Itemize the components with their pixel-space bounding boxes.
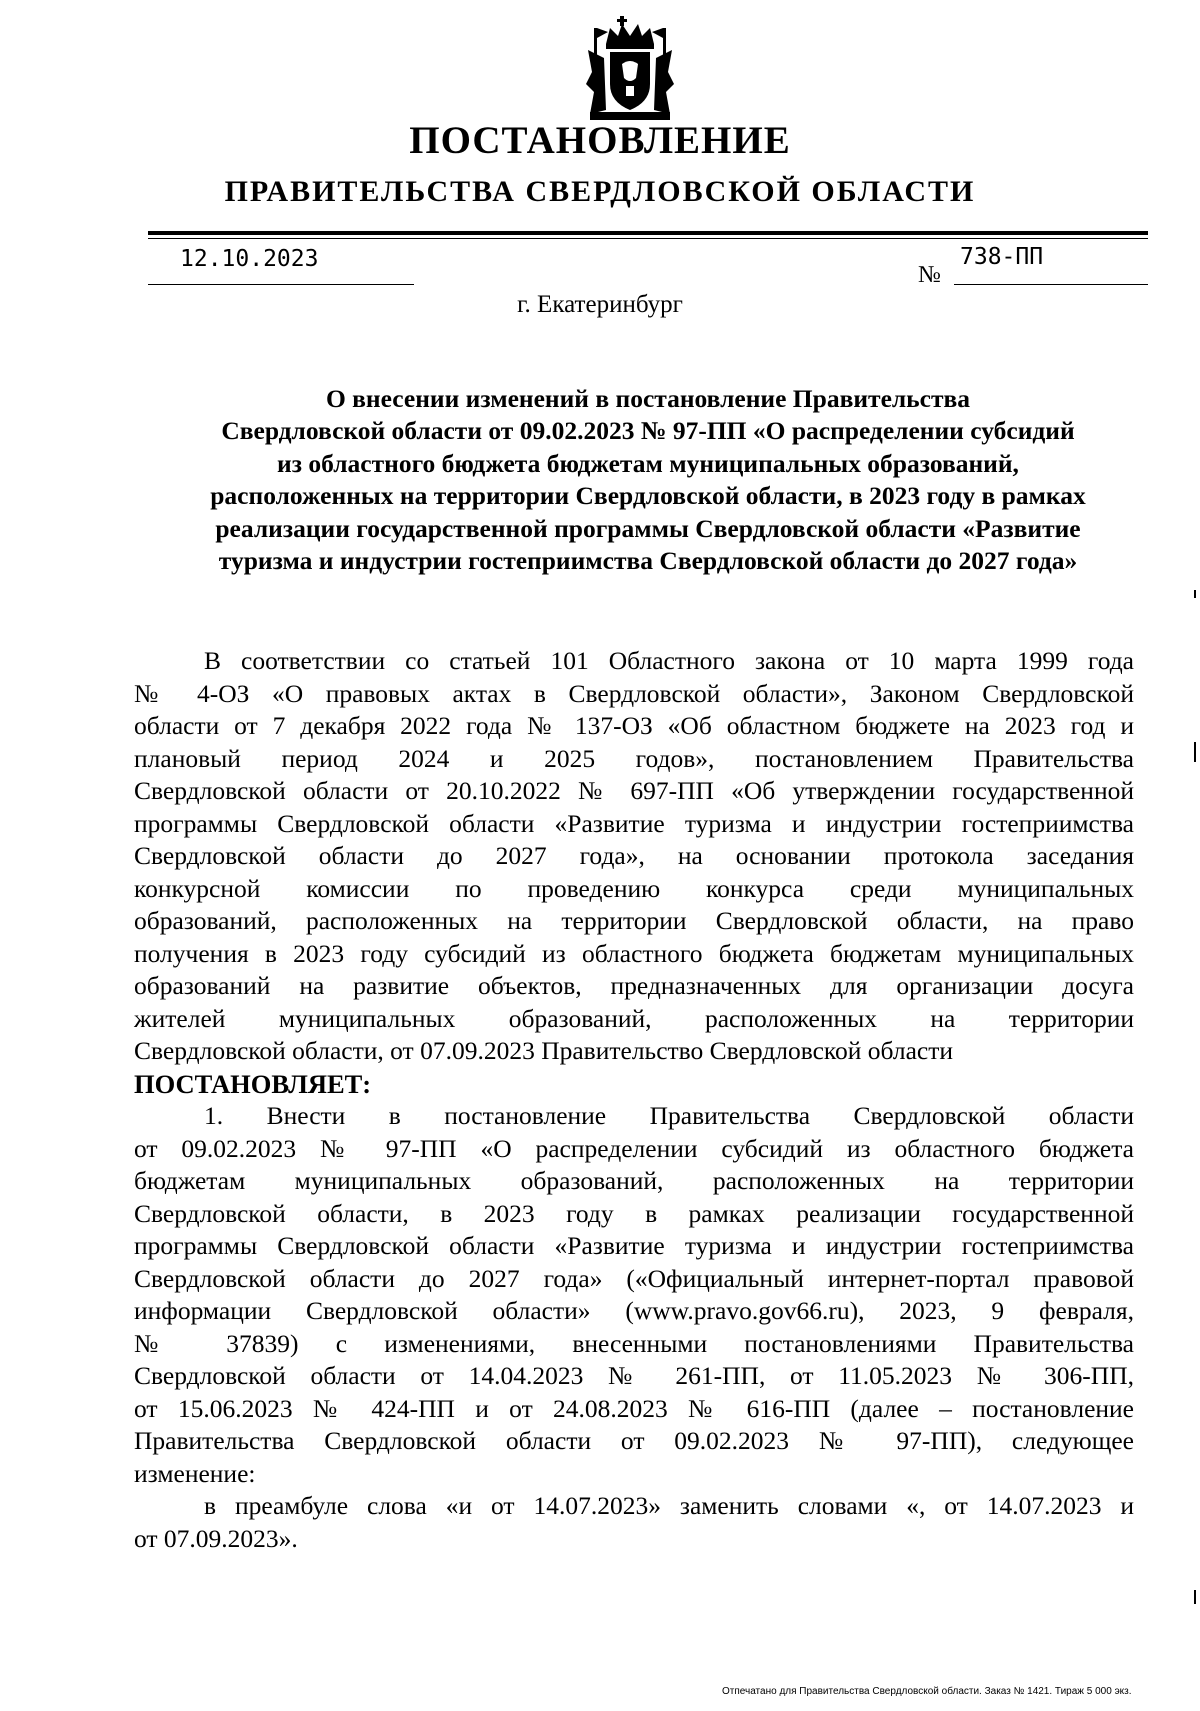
- document-date: 12.10.2023: [180, 246, 319, 272]
- heading-line: расположенных на территории Свердловской области, в 2023 году в рамках: [210, 481, 1086, 511]
- document-number: 738-ПП: [960, 244, 1044, 270]
- body-line: Свердловской области от 20.10.2022 № 697-ПП «Об утверждении государственной: [134, 776, 1134, 805]
- body-line: Свердловской области, от 07.09.2023 Правительство Свердловской области: [134, 1036, 954, 1065]
- city: г. Екатеринбург: [517, 291, 683, 318]
- coat-of-arms-icon: [582, 14, 678, 124]
- body-line: информации Свердловской области» (www.pravo.gov66.ru), 2023, 9 февраля,: [134, 1296, 1134, 1325]
- body-line: получения в 2023 году субсидий из областного бюджета бюджетам муниципальных: [134, 938, 1134, 968]
- scan-margin-mark: [1194, 742, 1196, 762]
- body-line: Свердловской области от 14.04.2023 № 261-ПП, от 11.05.2023 № 306-ПП,: [134, 1361, 1134, 1390]
- body-line: области от 7 декабря 2022 года № 137-ОЗ «Об областном бюджете на 2023 год и: [134, 711, 1134, 740]
- body-line: от 15.06.2023 № 424-ПП и от 24.08.2023 № 616-ПП (далее – постановление: [134, 1393, 1134, 1423]
- body-line: образований, расположенных на территории Свердловской области, на право: [134, 906, 1134, 935]
- scan-margin-mark: [1194, 1590, 1196, 1604]
- document-heading: [148, 383, 1148, 577]
- resolves-keyword: ПОСТАНОВЛЯЕТ:: [134, 1068, 372, 1099]
- body-line: № 4-ОЗ «О правовых актах в Свердловской области», Законом Свердловской: [134, 678, 1134, 708]
- body-line: от 09.02.2023 № 97-ПП «О распределении субсидий из областного бюджета: [134, 1133, 1134, 1163]
- document-body: [134, 645, 1134, 1555]
- header-divider-thin: [148, 238, 1148, 239]
- heading-line: туризма и индустрии гостеприимства Свердловской области до 2027 года»: [218, 546, 1078, 576]
- scan-margin-mark: [1194, 590, 1196, 598]
- heading-line: Свердловской области от 09.02.2023 № 97-ПП «О распределении субсидий: [221, 416, 1075, 446]
- body-line: изменение:: [134, 1458, 256, 1488]
- body-line: 1. Внести в постановление Правительства Свердловской области: [204, 1101, 1134, 1130]
- body-line: от 07.09.2023».: [134, 1523, 298, 1553]
- heading-line: О внесении изменений в постановление Правительства: [325, 384, 971, 413]
- heading-line: реализации государственной программы Свердловской области «Развитие: [215, 513, 1081, 543]
- body-line: плановый период 2024 и 2025 годов», постановлением Правительства: [134, 743, 1134, 773]
- body-line: программы Свердловской области «Развитие туризма и индустрии гостеприимства: [134, 808, 1134, 838]
- header-divider: [148, 231, 1148, 235]
- heading-line: из областного бюджета бюджетам муниципальных образований,: [277, 448, 1019, 478]
- body-line: жителей муниципальных образований, расположенных на территории: [134, 1003, 1134, 1033]
- body-line: бюджетам муниципальных образований, расположенных на территории: [134, 1166, 1134, 1195]
- body-line: конкурсной комиссии по проведению конкурса среди муниципальных: [134, 873, 1134, 903]
- body-line: В соответствии со статьей 101 Областного закона от 10 марта 1999 года: [204, 646, 1134, 675]
- date-underline: [148, 284, 414, 285]
- body-line: образований на развитие объектов, предназначенных для организации досуга: [134, 971, 1134, 1000]
- body-line: Правительства Свердловской области от 09.02.2023 № 97-ПП), следующее: [134, 1426, 1134, 1455]
- body-line: Свердловской области до 2027 года», на основании протокола заседания: [134, 841, 1134, 870]
- document-type-title: ПОСТАНОВЛЕНИЕ: [409, 119, 791, 162]
- issuing-authority: ПРАВИТЕЛЬСТВА СВЕРДЛОВСКОЙ ОБЛАСТИ: [224, 175, 976, 208]
- body-line: № 37839) с изменениями, внесенными постановлениями Правительства: [134, 1328, 1134, 1358]
- body-line: программы Свердловской области «Развитие туризма и индустрии гостеприимства: [134, 1231, 1134, 1260]
- number-sign: №: [918, 262, 941, 288]
- body-line: Свердловской области до 2027 года» («Официальный интернет-портал правовой: [134, 1263, 1134, 1293]
- print-footer: Отпечатано для Правительства Свердловской области. Заказ № 1421. Тираж 5 000 экз.: [722, 1686, 1132, 1697]
- body-line: Свердловской области, в 2023 году в рамках реализации государственной: [134, 1198, 1134, 1228]
- body-line: в преамбуле слова «и от 14.07.2023» заменить словами «, от 14.07.2023 и: [204, 1491, 1134, 1520]
- number-underline: [954, 284, 1148, 285]
